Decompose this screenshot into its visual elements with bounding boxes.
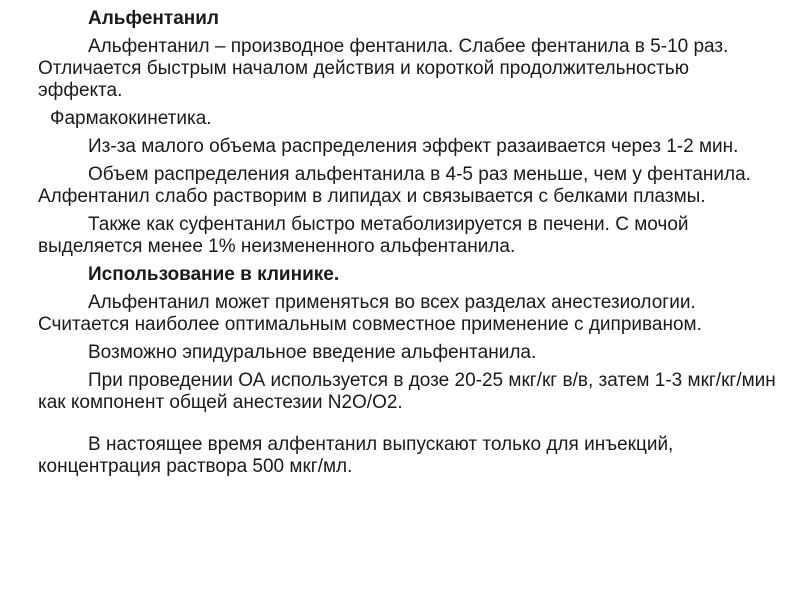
slide-title: Альфентанил bbox=[88, 8, 219, 29]
paragraph-dosage: При проведении ОА используется в дозе 20-25 мкг/кг в/в, затем 1-3 мкг/кг/мин как компонент общей анестезии N2O/O2. bbox=[38, 370, 776, 413]
paragraph-intro: Альфентанил – производное фентанила. Слабее фентанила в 5-10 раз. Отличается быстрым началом действия и короткой продолжительностью эффекта. bbox=[38, 36, 729, 101]
paragraph-metabolism: Также как суфентанил быстро метаболизируется в печени. С мочой выделяется менее 1% неизмененного альфентанила. bbox=[38, 214, 689, 257]
paragraph-distribution-effect: Из-за малого объема распределения эффект разаивается через 1-2 мин. bbox=[88, 136, 739, 157]
paragraph-clinical-use: Альфентанил может применяться во всех разделах анестезиологии. Считается наиболее оптимальным совместное применение с диприваном. bbox=[38, 292, 702, 335]
paragraph-distribution-volume: Объем распределения альфентанила в 4-5 раз меньше, чем у фентанила. Алфентанил слабо растворим в липидах и связывается с белками плазмы. bbox=[38, 164, 751, 207]
paragraph-release-form: В настоящее время алфентанил выпускают только для инъекций, концентрация раствора 500 мкг/мл. bbox=[38, 434, 674, 477]
clinic-heading: Использование в клинике. bbox=[88, 264, 340, 285]
slide-content bbox=[38, 8, 778, 484]
pharmacokinetics-heading: Фармакокинетика. bbox=[50, 108, 212, 129]
paragraph-epidural: Возможно эпидуральное введение альфентанила. bbox=[88, 342, 537, 363]
spacer bbox=[38, 420, 778, 434]
